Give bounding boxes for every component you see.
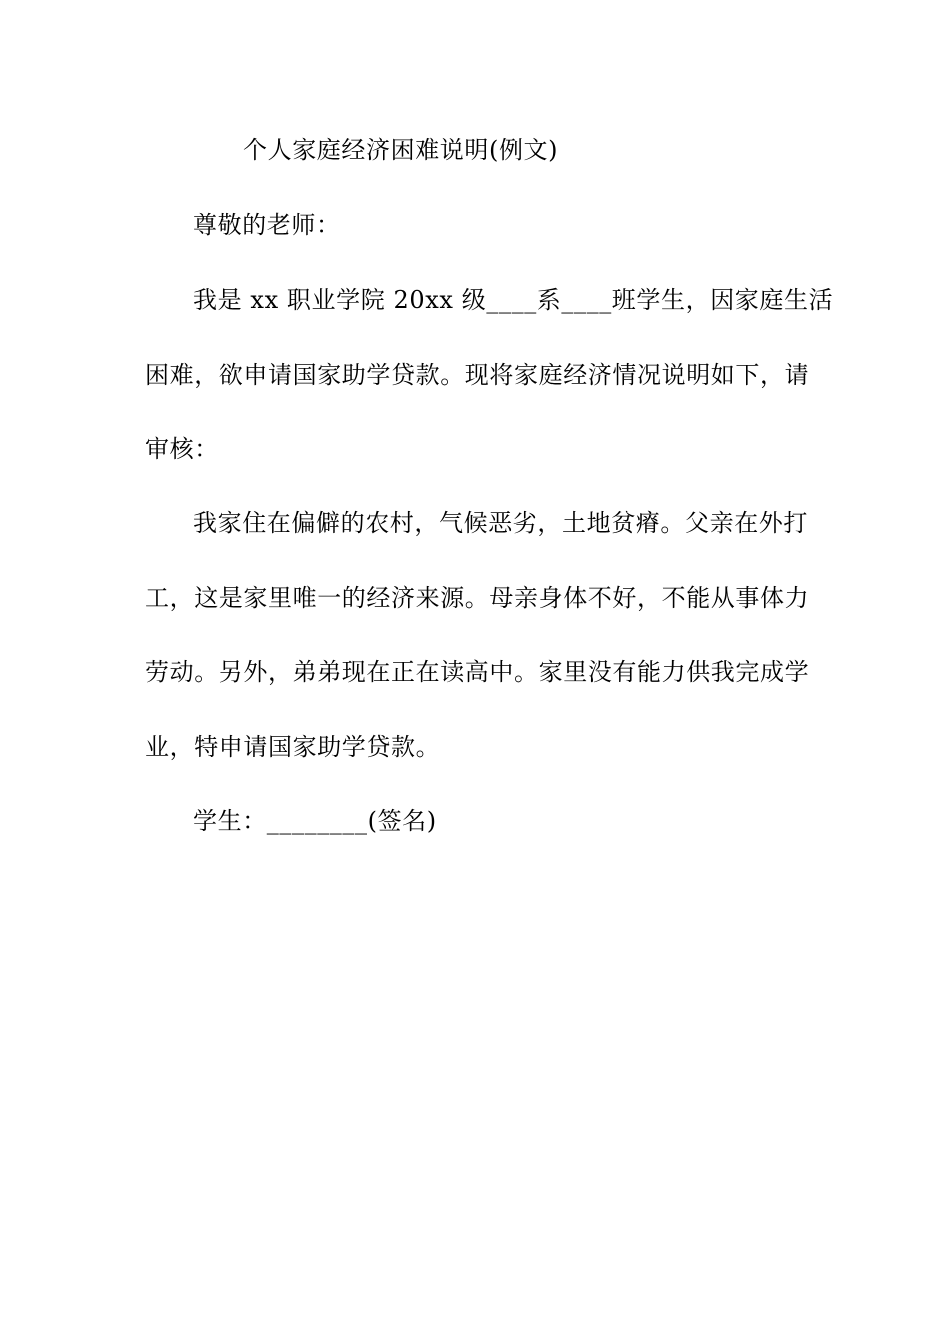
paragraph-2-line-3: 劳动。另外，弟弟现在正在读高中。家里没有能力供我完成学 (145, 658, 810, 686)
paragraph-2-line-4: 业，特申请国家助学贷款。 (145, 733, 441, 761)
paragraph-2-line-1: 我家住在偏僻的农村，气候恶劣，土地贫瘠。父亲在外打 (193, 509, 808, 537)
paragraph-2-line-2: 工，这是家里唯一的经济来源。母亲身体不好，不能从事体力 (145, 584, 810, 612)
paragraph-1-line-2: 困难，欲申请国家助学贷款。现将家庭经济情况说明如下，请 (145, 361, 810, 389)
student-signature-line: 学生：________(签名) (193, 807, 437, 835)
document-title: 个人家庭经济困难说明(例文) (243, 136, 559, 164)
paragraph-1-line-3: 审核： (145, 435, 219, 463)
paragraph-1-line-1: 我是 xx 职业学院 20xx 级____系____班学生，因家庭生活 (193, 286, 834, 314)
salutation: 尊敬的老师： (193, 211, 341, 239)
